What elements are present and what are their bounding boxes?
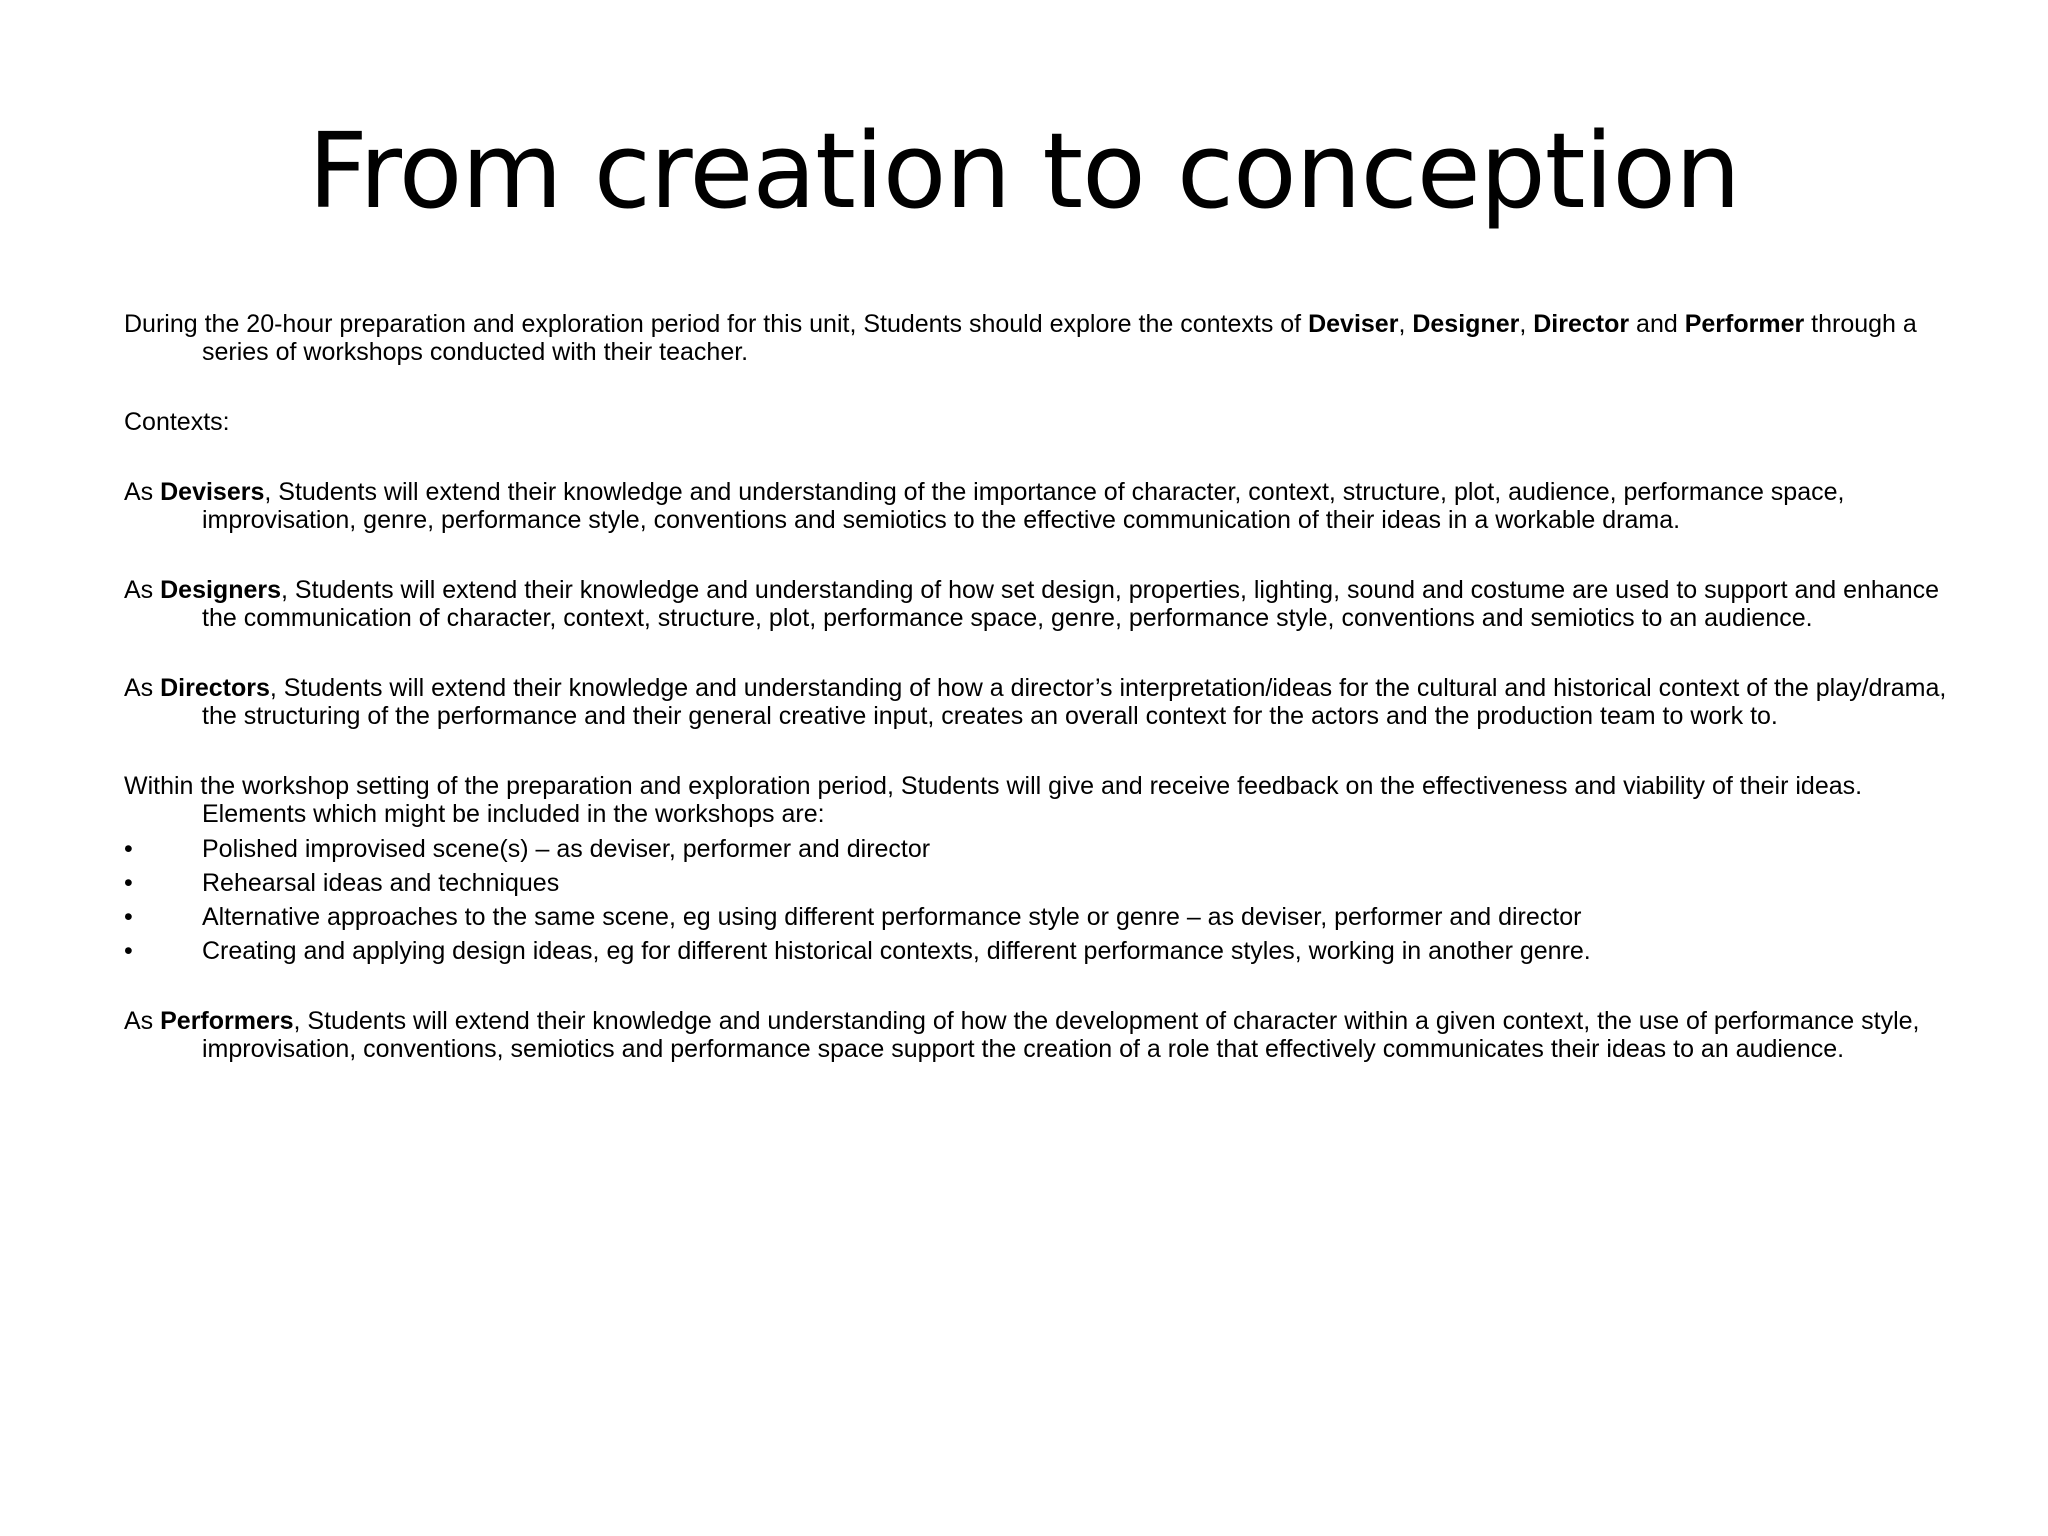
workshop-bullet-list (124, 835, 1964, 965)
bullet-text: Rehearsal ideas and techniques (202, 869, 560, 897)
directors-term: Directors (160, 674, 270, 702)
intro-text-start: During the 20-hour preparation and exploration period for this unit, Students should explore the contexts of (124, 310, 1309, 338)
term-performer: Performer (1684, 310, 1805, 338)
bullet-text: Polished improvised scene(s) – as deviser, performer and director (202, 835, 931, 863)
intro-separator: , (1398, 310, 1413, 338)
term-designer: Designer (1412, 310, 1520, 338)
performers-prefix: As (124, 1007, 161, 1035)
list-item (124, 869, 1964, 897)
designers-prefix: As (124, 576, 161, 604)
bullet-text: Creating and applying design ideas, eg for different historical contexts, different performance styles, working in another genre. (202, 937, 1591, 965)
designers-term: Designers (160, 576, 282, 604)
devisers-paragraph (124, 478, 1964, 534)
bullet-icon: • (124, 937, 133, 965)
directors-text: , Students will extend their knowledge and understanding of how a director’s interpretation/ideas for the cultural and historical context of the play/drama, the structuring of the performance and their general creative input, creates an overall context for the actors and the production team to work to. (202, 674, 1947, 730)
slide-body (124, 310, 1964, 1105)
performers-text: , Students will extend their knowledge and understanding of how the development of character within a given context, the use of performance style, improvisation, conventions, semiotics and performance space support the creation of a role that effectively communicates their ideas to an audience. (202, 1007, 1920, 1063)
contexts-label: Contexts: (124, 408, 230, 436)
bullet-icon: • (124, 869, 133, 897)
intro-separator: and (1629, 310, 1685, 338)
bullet-icon: • (124, 903, 133, 931)
directors-prefix: As (124, 674, 161, 702)
list-item (124, 937, 1964, 965)
bullet-text: Alternative approaches to the same scene, eg using different performance style or genre – as deviser, performer and director (202, 903, 1582, 931)
intro-separator: , (1519, 310, 1534, 338)
directors-paragraph (124, 674, 1964, 730)
designers-text: , Students will extend their knowledge and understanding of how set design, properties, lighting, sound and costume are used to support and enhance the communication of character, context, structure, plot, performance space, genre, performance style, conventions and semiotics to an audience. (202, 576, 1940, 632)
intro-text-end: through a series of workshops conducted with their teacher. (202, 310, 1917, 366)
performers-paragraph (124, 1007, 1964, 1063)
list-item (124, 835, 1964, 863)
devisers-text: , Students will extend their knowledge and understanding of the importance of character, context, structure, plot, audience, performance space, improvisation, genre, performance style, conventions and semiotics to the effective communication of their ideas in a workable drama. (202, 478, 1845, 534)
intro-paragraph (124, 310, 1964, 366)
term-director: Director (1533, 310, 1630, 338)
list-item (124, 903, 1964, 931)
slide-title: From creation to conception (308, 110, 1740, 232)
performers-term: Performers (160, 1007, 294, 1035)
workshop-paragraph: Within the workshop setting of the preparation and exploration period, Students will give and receive feedback on the effectiveness and viability of their ideas. Elements which might be included in the workshops are: (124, 772, 1863, 828)
term-deviser: Deviser (1308, 310, 1399, 338)
bullet-icon: • (124, 835, 133, 863)
devisers-prefix: As (124, 478, 161, 506)
designers-paragraph (124, 576, 1964, 632)
devisers-term: Devisers (160, 478, 265, 506)
